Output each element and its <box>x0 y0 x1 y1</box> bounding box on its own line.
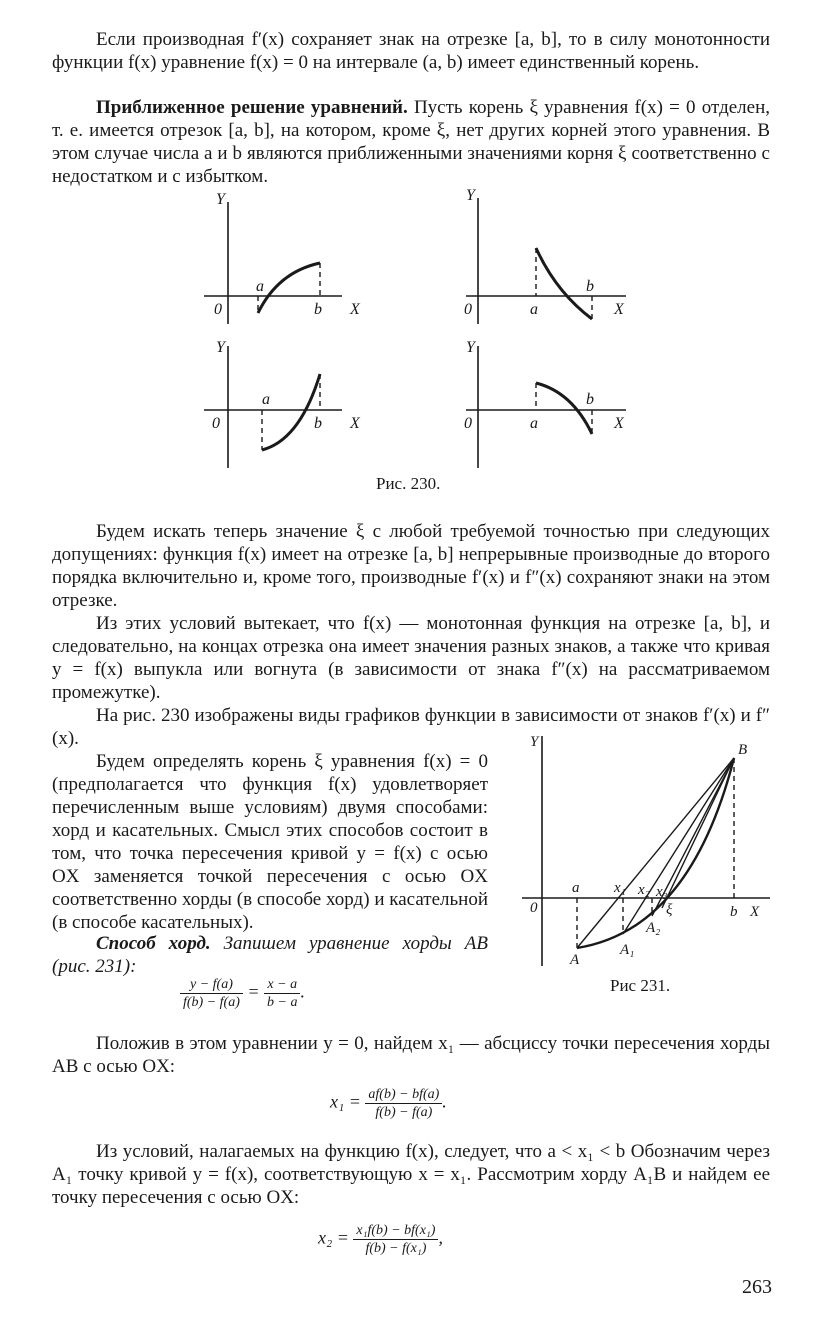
figure-231-caption: Рис 231. <box>610 976 671 995</box>
point-A-label: A <box>570 952 580 968</box>
point-B-label: B <box>738 742 748 758</box>
b-label: b <box>586 391 594 408</box>
paragraph-methods <box>52 750 488 934</box>
formula-x2: x₂ = $\frac{\text{x₁f(b) − bf(x₁)}}{\text{f(b) − f(x₁)}}$ , <box>318 1223 443 1256</box>
origin-label: 0 <box>530 900 538 916</box>
paragraph-text: Будем искать теперь значение ξ с любой требуемой точностью при следующих допущениях: функция f(x) имеет на отрезке [a, b] непрерывные производные до второго порядка включительно и, кроме того, производные f′(x) и f″(x) сохраняют знаки на этом отрезке. <box>52 521 770 611</box>
x-axis-label: X <box>350 301 360 318</box>
y-axis-label: Y <box>216 191 225 208</box>
paragraph-consequences <box>52 612 770 704</box>
paragraph-x1 <box>52 1032 770 1078</box>
page-number: 263 <box>742 1276 772 1298</box>
figure-231 <box>500 736 800 996</box>
y-axis-label: Y <box>530 736 539 750</box>
a-label: a <box>572 880 580 896</box>
x-axis-label: X <box>750 904 760 920</box>
origin-label: 0 <box>464 301 472 318</box>
origin-label: 0 <box>212 415 220 432</box>
point-A2-label: A₂ <box>646 920 661 936</box>
paragraph-monotonic <box>52 28 770 74</box>
formula-x1: x₁ = $\frac{af(b) - bf(a)}{f(b) - f(a)}$ . <box>330 1087 447 1120</box>
b-label: b <box>314 415 322 432</box>
paragraph-text: Пусть корень ξ уравнения f(x) = 0 отделен, т. е. имеется отрезок [a, b], на котором, кроме ξ, нет других корней этого уравнения. В этом случае числа a и b являются приближенными значениями корня ξ соответственно с недостатком и с избытком. <box>52 97 770 187</box>
chord-A1B <box>623 758 734 934</box>
a-label: a <box>256 278 264 295</box>
paragraph-x2 <box>52 1140 770 1209</box>
b-label: b <box>730 904 738 920</box>
paragraph-chord-method <box>52 932 488 978</box>
curve-panel-1 <box>258 263 320 313</box>
b-label: b <box>586 278 594 295</box>
x2-label: x₂ <box>638 882 650 898</box>
x-axis-label: X <box>614 415 624 432</box>
paragraph-text: Из условий, налагаемых на функцию f(x), следует, что a < x₁ < b Обозначим через A₁ точку кривой y = f(x), соответствующую x = x₁. Рассмотрим хорду A₁B и найдем ее точку пересечения с осью OX: <box>52 1141 770 1208</box>
section-heading: Способ хорд. <box>96 933 211 954</box>
paragraph-text: Если производная f′(x) сохраняет знак на отрезке [a, b], то в силу монотонности функции f(x) уравнение f(x) = 0 на интервале (a, b) имеет единственный корень. <box>52 29 770 73</box>
figure-230 <box>0 188 816 498</box>
curve-panel-2 <box>536 248 592 319</box>
paragraph-text: Из этих условий вытекает, что f(x) — монотонная функция на отрезке [a, b], и следовательно, на концах отрезка она имеет значения разных знаков, а также что кривая y = f(x) выпукла или вогнута (в зависимости от знака f″(x) на рассматриваемом промежутке). <box>52 613 770 703</box>
point-A1-label: A₁ <box>620 942 635 958</box>
section-heading: Приближенное решение уравнений. <box>96 97 408 118</box>
curve-panel-3 <box>262 374 320 450</box>
paragraph-assumptions <box>52 520 770 612</box>
x-axis-label: X <box>350 415 360 432</box>
curve-panel-4 <box>536 383 592 434</box>
y-axis-label: Y <box>216 339 225 356</box>
origin-label: 0 <box>214 301 222 318</box>
paragraph-approx-solution <box>52 96 770 188</box>
x-axis-label: X <box>614 301 624 318</box>
paragraph-text: На рис. 230 изображены виды графиков функции в зависимости от знаков f′(x) и f″(x). <box>52 705 770 749</box>
a-label: a <box>530 415 538 432</box>
origin-label: 0 <box>464 415 472 432</box>
paragraph-text: Положив в этом уравнении y = 0, найдем x₁ — абсциссу точки пересечения хорды AB с осью OX: <box>52 1033 770 1077</box>
xi-label: ξ <box>666 902 673 918</box>
a-label: a <box>530 301 538 318</box>
x1-label: x₁ <box>614 880 626 896</box>
figure-230-caption: Рис. 230. <box>376 474 441 493</box>
y-axis-label: Y <box>466 339 475 356</box>
formula-chord: $\frac{y - f(a)}{f(b) - f(a)}$ = $\frac{x - a}{b - a}$ . <box>180 976 305 1011</box>
y-axis-label: Y <box>466 188 475 204</box>
b-label: b <box>314 301 322 318</box>
x3-label: x₃ <box>656 884 668 900</box>
paragraph-text: Будем определять корень ξ уравнения f(x) = 0 (предполагается что функция f(x) удовлетворяет перечисленным выше условиям) двумя способами: хорд и касательных. Смысл этих способов состоит в том, что точка пересечения кривой y = f(x) с осью OX заменяется точкой пересечения с осью OX соответственно хорды (в способе хорд) и касательной (в способе касательных). <box>52 751 488 933</box>
a-label: a <box>262 391 270 408</box>
paragraph-text: Запишем уравнение хорды AB (рис. 231): <box>52 933 489 977</box>
